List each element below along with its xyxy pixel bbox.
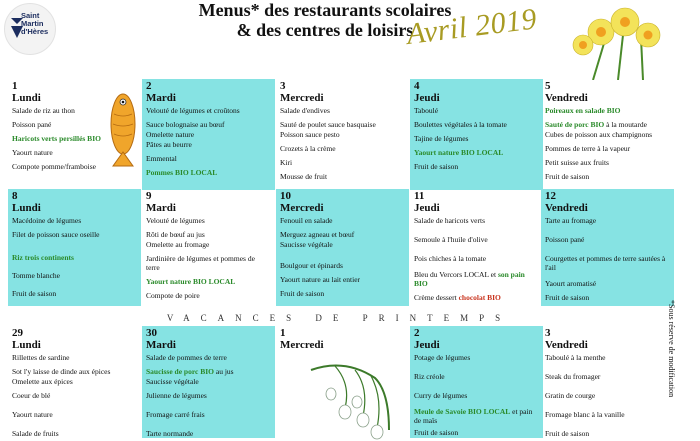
menu-item: Saucisse végétale (280, 240, 333, 249)
menu-item: Yaourt nature (12, 148, 53, 157)
day-name: Vendredi (545, 202, 588, 214)
menu-item-part: au jus (214, 367, 234, 376)
menu-item: Fruit de saison (545, 293, 590, 302)
day-cell (410, 189, 543, 306)
menu-item-part: et pain de maïs (414, 407, 533, 425)
menu-item: Salade de haricots verts (414, 216, 486, 225)
title-line-1: Menus* des restaurants scolaires (198, 0, 452, 20)
menu-item: Macédoine de légumes (12, 216, 82, 225)
month-title: Avril 2019 (404, 2, 539, 52)
day-name: Lundi (12, 339, 41, 351)
menu-item: Tajine de légumes (414, 134, 469, 143)
day-cell (142, 189, 275, 306)
day-cell (276, 189, 409, 306)
menu-item: Potage de légumes (414, 353, 471, 362)
menu-item-part: Crème dessert (414, 293, 459, 302)
day-name: Mercredi (280, 202, 324, 214)
menu-item: Saucisse végétale (146, 377, 199, 386)
menu-item: Coeur de blé (12, 391, 51, 400)
menu-item: Fruit de saison (12, 289, 57, 298)
menu-item (414, 293, 538, 302)
menu-item: Riz créole (414, 372, 445, 381)
day-cell (410, 79, 543, 190)
title-line-2: & des centres de loisirs (236, 20, 414, 40)
menu-item: Pommes BIO LOCAL (146, 168, 218, 177)
menu-item: Tomme blanche (12, 271, 60, 280)
menu-item: Merguez agneau et bœuf (280, 230, 355, 239)
day-name: Vendredi (545, 92, 588, 104)
day-cell (410, 326, 543, 438)
day-cell (142, 79, 275, 190)
menu-item: Rillettes de sardine (12, 353, 70, 362)
menu-item: Yaourt nature (12, 410, 53, 419)
menu-item: Pois chiches à la tomate (414, 254, 487, 263)
menu-item: Compote pomme/framboise (12, 162, 96, 171)
day-name: Mercredi (280, 92, 324, 104)
menu-item: Poisson pané (12, 120, 52, 129)
day-cell (541, 79, 674, 190)
day-name: Jeudi (414, 339, 440, 351)
menu-item: Tarte au fromage (545, 216, 597, 225)
menu-item: Salade de riz au thon (12, 106, 75, 115)
menu-item: Taboulé (414, 106, 439, 115)
menu-item: Yaourt nature BIO LOCAL (414, 148, 504, 157)
day-number: 3 (545, 327, 551, 339)
logo-text (21, 12, 48, 36)
day-cell (8, 189, 141, 306)
logo-line-2: Martin (21, 19, 44, 28)
menu-item: Poireaux en salade BIO (545, 106, 621, 115)
logo-line-3: d'Hères (21, 27, 49, 36)
menu-item: Omelette nature (146, 130, 195, 139)
day-number: 2 (146, 80, 152, 92)
day-cell (276, 79, 409, 190)
lily-of-the-valley-icon (305, 358, 395, 440)
day-name: Mercredi (280, 339, 324, 351)
menu-item: Poisson sauce pesto (280, 130, 340, 139)
day-number: 1 (280, 327, 286, 339)
menu-item: Haricots verts persillés BIO (12, 134, 101, 143)
menu-item: Petit suisse aux fruits (545, 158, 609, 167)
logo-line-1: Saint (21, 11, 40, 20)
day-name: Lundi (12, 202, 41, 214)
menu-item: Fruit de saison (414, 428, 459, 437)
menu-item: Fromage carré frais (146, 410, 205, 419)
day-number: 29 (12, 327, 23, 339)
menu-item-part: Saucisse de porc BIO (146, 367, 214, 376)
menu-item-part: à la moutarde (604, 120, 647, 129)
menu-item (414, 270, 538, 288)
menu-item: Salade d'endives (280, 106, 330, 115)
day-name: Vendredi (545, 339, 588, 351)
menu-item: Fruit de saison (545, 429, 590, 438)
menu-item: Sot l'y laisse de dinde aux épices (12, 367, 111, 376)
menu-item: Yaourt aromatisé (545, 279, 597, 288)
menu-item: Salade de pommes de terre (146, 353, 227, 362)
menu-item: Filet de poisson sauce oseille (12, 230, 100, 239)
day-number: 10 (280, 190, 291, 202)
menu-item: Pâtes au beurre (146, 140, 192, 149)
menu-item (146, 367, 270, 376)
day-number: 8 (12, 190, 18, 202)
menu-item: Jardinière de légumes et pommes de terre (146, 254, 255, 272)
menu-item (545, 120, 669, 129)
day-number: 4 (414, 80, 420, 92)
menu-item: Omelette aux épices (12, 377, 73, 386)
menu-item: Rôti de bœuf au jus (146, 230, 205, 239)
menu-item: Fruit de saison (414, 162, 459, 171)
day-name: Jeudi (414, 202, 440, 214)
day-name: Mardi (146, 339, 176, 351)
menu-item: Courgettes et pommes de terre sautées à l'ail (545, 254, 666, 272)
menu-item: Cubes de poisson aux champignons (545, 130, 653, 139)
day-number: 30 (146, 327, 157, 339)
menu-item: Steak du fromager (545, 372, 601, 381)
menu-item-part: chocolat BIO (458, 293, 501, 302)
menu-item: Fromage blanc à la vanille (545, 410, 625, 419)
day-cell (8, 326, 141, 438)
menu-item-part: Meule de Savoie BIO LOCAL (414, 407, 511, 416)
day-number: 12 (545, 190, 556, 202)
day-name: Mardi (146, 92, 176, 104)
city-logo (4, 3, 56, 53)
menu-item-part: son pain BIO (414, 270, 525, 288)
day-number: 2 (414, 327, 420, 339)
menu-item-part: Bleu du Vercors LOCAL et (414, 270, 498, 279)
menu-item: Salade de fruits (12, 429, 59, 438)
menu-item: Sauté de poulet sauce basquaise (280, 120, 376, 129)
menu-item: Curry de légumes (414, 391, 468, 400)
menu-item: Fruit de saison (545, 172, 590, 181)
day-name: Jeudi (414, 92, 440, 104)
menu-item: Julienne de légumes (146, 391, 207, 400)
day-number: 3 (280, 80, 286, 92)
fish-icon (106, 84, 140, 168)
menu-item: Mousse de fruit (280, 172, 328, 181)
menu-item: Boulettes végétales à la tomate (414, 120, 507, 129)
day-number: 11 (414, 190, 425, 202)
side-note: *Sous réserve de modification (667, 300, 676, 398)
menu-item-part: Sauté de porc BIO (545, 120, 605, 129)
menu-item: Velouté de légumes et croûtons (146, 106, 240, 115)
menu-item: Taboulé à la menthe (545, 353, 606, 362)
menu-item (414, 407, 538, 425)
day-number: 1 (12, 80, 18, 92)
menu-item: Sauce bolognaise au bœuf (146, 120, 225, 129)
menu-item: Yaourt nature au lait entier (280, 275, 361, 284)
day-name: Lundi (12, 92, 41, 104)
menu-item: Emmental (146, 154, 177, 163)
menu-item: Fenouil en salade (280, 216, 333, 225)
menu-item: Gratin de courge (545, 391, 596, 400)
menu-item: Fruit de saison (280, 289, 325, 298)
menu-item: Yaourt nature BIO LOCAL (146, 277, 236, 286)
menu-item: Omelette au fromage (146, 240, 210, 249)
day-number: 5 (545, 80, 551, 92)
day-cell (142, 326, 275, 438)
menu-item: Crozets à la crème (280, 144, 336, 153)
daffodil-flowers-icon (563, 0, 669, 80)
day-name: Mardi (146, 202, 176, 214)
menu-item: Riz trois continents (12, 253, 74, 262)
menu-item: Kiri (280, 158, 293, 167)
menu-item: Compote de poire (146, 291, 200, 300)
day-cell (541, 189, 674, 306)
holiday-banner: VACANCES DE PRINTEMPS (166, 313, 512, 323)
day-number: 9 (146, 190, 152, 202)
menu-item: Pommes de terre à la vapeur (545, 144, 631, 153)
day-cell (541, 326, 674, 438)
menu-item: Tarte normande (146, 429, 194, 438)
menu-item: Poisson pané (545, 235, 585, 244)
menu-item: Semoule à l'huile d'olive (414, 235, 488, 244)
menu-item: Boulgour et épinards (280, 261, 343, 270)
menu-item: Velouté de légumes (146, 216, 205, 225)
